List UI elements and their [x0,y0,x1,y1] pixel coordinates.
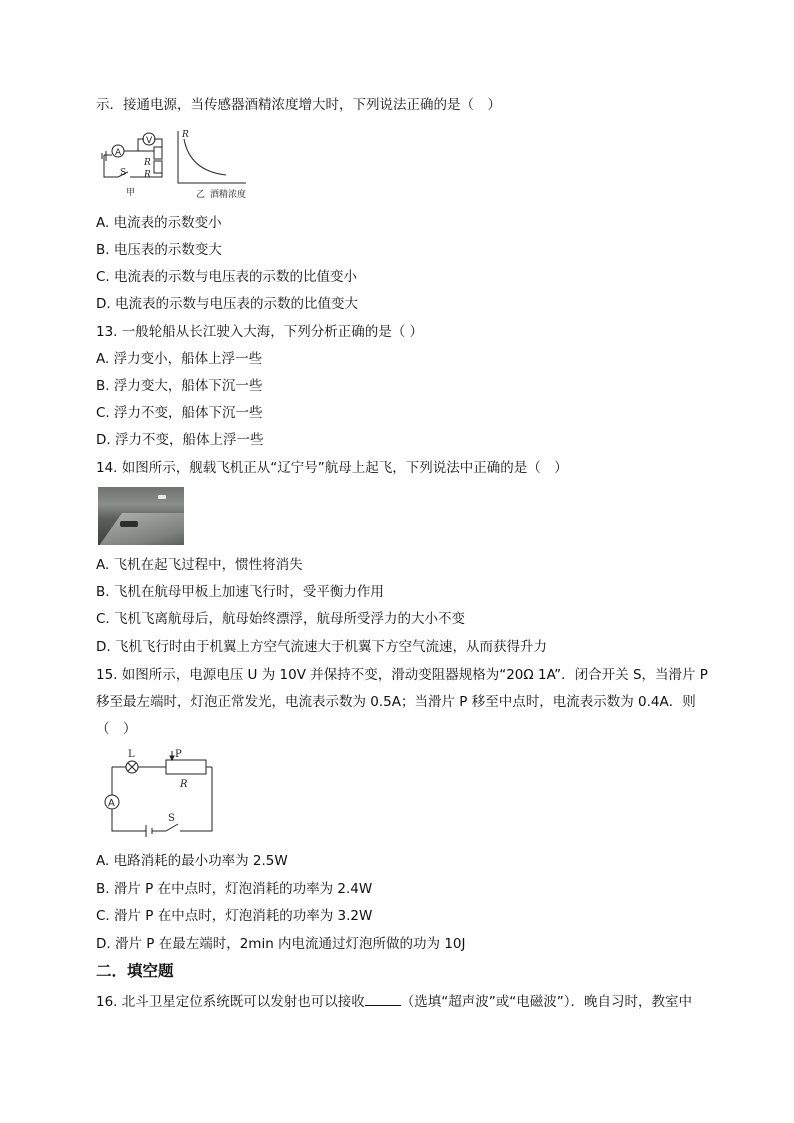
q15-slider-label: P [175,749,182,760]
q14-option-c: C. 飞机飞离航母后，航母始终漂浮，航母所受浮力的大小不变 [96,611,466,627]
q14-option-d: D. 飞机飞行时由于机翼上方空气流速大于机翼下方空气流速，从而获得升力 [96,639,547,655]
carrier-deck [98,513,184,545]
q15-option-b: B. 滑片 P 在中点时，灯泡消耗的功率为 2.4W [96,881,373,897]
q15-figure [100,745,220,837]
q13-stem: 13. 一般轮船从长江驶入大海，下列分析正确的是（ ） [96,324,424,340]
q15-option-c: C. 滑片 P 在中点时，灯泡消耗的功率为 3.2W [96,908,373,924]
q16-stem-after: （选填“超声波”或“电磁波”）．晚自习时，教室中 [400,994,692,1010]
q12-option-c: C. 电流表的示数与电压表的示数的比值变小 [96,269,358,285]
q12-r0-label: R [144,170,151,180]
q15-option-d: D. 滑片 P 在最左端时，2min 内电流通过灯泡所做的功为 10J [96,936,466,952]
q14-option-a: A. 飞机在起飞过程中，惯性将消失 [96,557,303,573]
q12-meter-v: V [146,136,153,146]
q15-stem-line2: 移至最左端时，灯泡正常发光，电流表示数为 0.5A；当滑片 P 移至中点时，电流表示数为 0.4A．则 [96,694,696,710]
q12-axis-y: R [182,130,189,140]
q16-stem-before: 16. 北斗卫星定位系统既可以发射也可以接收 [96,994,365,1010]
q15-option-a: A. 电路消耗的最小功率为 2.5W [96,853,288,869]
q12-label-jia: 甲 [126,188,136,198]
q13-option-a: A. 浮力变小，船体上浮一些 [96,351,263,367]
q15-switch-label: S [168,813,175,824]
q12-option-a: A. 电流表的示数变小 [96,215,222,231]
q13-option-b: B. 浮力变大，船体下沉一些 [96,378,263,394]
jet-in-air [158,495,166,499]
q15-lamp-label: L [128,749,135,760]
q12-label-yi: 乙 [196,190,206,200]
q14-stem: 14. 如图所示，舰载飞机正从“辽宁号”航母上起飞，下列说法中正确的是（ ） [96,460,568,476]
q12-option-b: B. 电压表的示数变大 [96,242,222,258]
q15-stem-line1: 15. 如图所示，电源电压 U 为 10V 并保持不变，滑动变阻器规格为“20Ω 1A”．闭合开关 S，当滑片 P [96,667,708,683]
q14-option-b: B. 飞机在航母甲板上加速飞行时，受平衡力作用 [96,584,384,600]
carrier-photo [98,487,184,545]
q15-stem-line3: （ ） [96,721,137,737]
q13-option-d: D. 浮力不变，船体上浮一些 [96,432,264,448]
q12-switch-label: S [120,168,127,178]
q12-option-d: D. 电流表的示数与电压表的示数的比值变大 [96,296,358,312]
jet-on-deck [120,521,138,527]
q12-stem: 示．接通电源，当传感器酒精浓度增大时，下列说法正确的是（ ） [96,97,501,113]
q16-answer-blank [365,991,401,1006]
q13-option-c: C. 浮力不变，船体下沉一些 [96,405,263,421]
q12-figure [98,125,268,205]
q12-meter-a: A [115,148,122,158]
q16-stem [96,991,692,1012]
q12-r-label: R [144,158,151,168]
q15-meter-a: A [108,798,115,809]
section-title: 二．填空题 [96,962,174,980]
q12-axis-x: 酒精浓度 [210,190,247,200]
q15-circuit [105,751,212,837]
q12-circuit-jia [102,133,162,177]
q15-resistor-label: R [180,779,188,790]
